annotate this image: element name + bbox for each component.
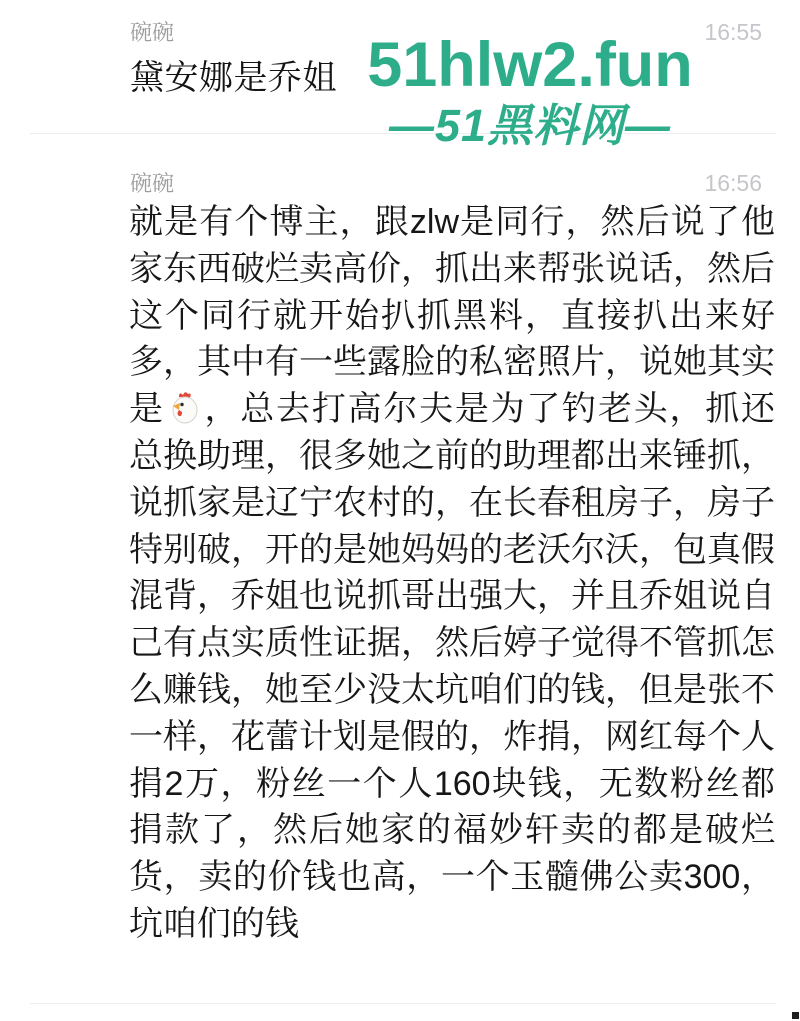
message-2-header xyxy=(130,167,762,198)
watermark-site-name: —51黑料网— xyxy=(388,100,672,151)
watermark-url: 51hlw2.fun xyxy=(367,30,693,100)
message-timestamp: 16:55 xyxy=(704,19,762,45)
message-timestamp: 16:56 xyxy=(704,170,762,196)
chicken-emoji xyxy=(166,390,202,426)
sender-name: 碗碗 xyxy=(130,20,175,45)
message-2-text-part2: ，总去打高尔夫是为了钓老头，抓还总换助理，很多她之前的助理都出来锤抓，说抓家是辽宁农村的，在长春租房子，房子特别破，开的是她妈妈的老沃尔沃，包真假混背，乔姐也说抓哥出强大，并且乔姐说自己有点实质性证据，然后婷子觉得不管抓怎么赚钱，她至少没太坑咱们的钱，但是张不一样，花蕾计划是假的，炸捐，网红每个人捐2万，粉丝一个人160块钱，无数粉丝都捐款了，然后她家的福妙轩卖的都是破烂货，卖的价钱也高，一个玉髓佛公卖300，坑咱们的钱 xyxy=(129,390,775,943)
bottom-divider xyxy=(30,1003,776,1004)
page-corner-dot xyxy=(792,1012,799,1019)
message-1-text: 黛安娜是乔姐 xyxy=(130,59,337,97)
watermark xyxy=(335,30,725,151)
message-2-text-part1: 就是有个博主，跟zlw是同行，然后说了他家东西破烂卖高价，抓出来帮张说话，然后这个同行就开始扒抓黑料，直接扒出来好多，其中有一些露脸的私密照片，说她其实是 xyxy=(129,203,775,429)
sender-name: 碗碗 xyxy=(130,171,175,196)
message-2-text xyxy=(129,199,775,948)
